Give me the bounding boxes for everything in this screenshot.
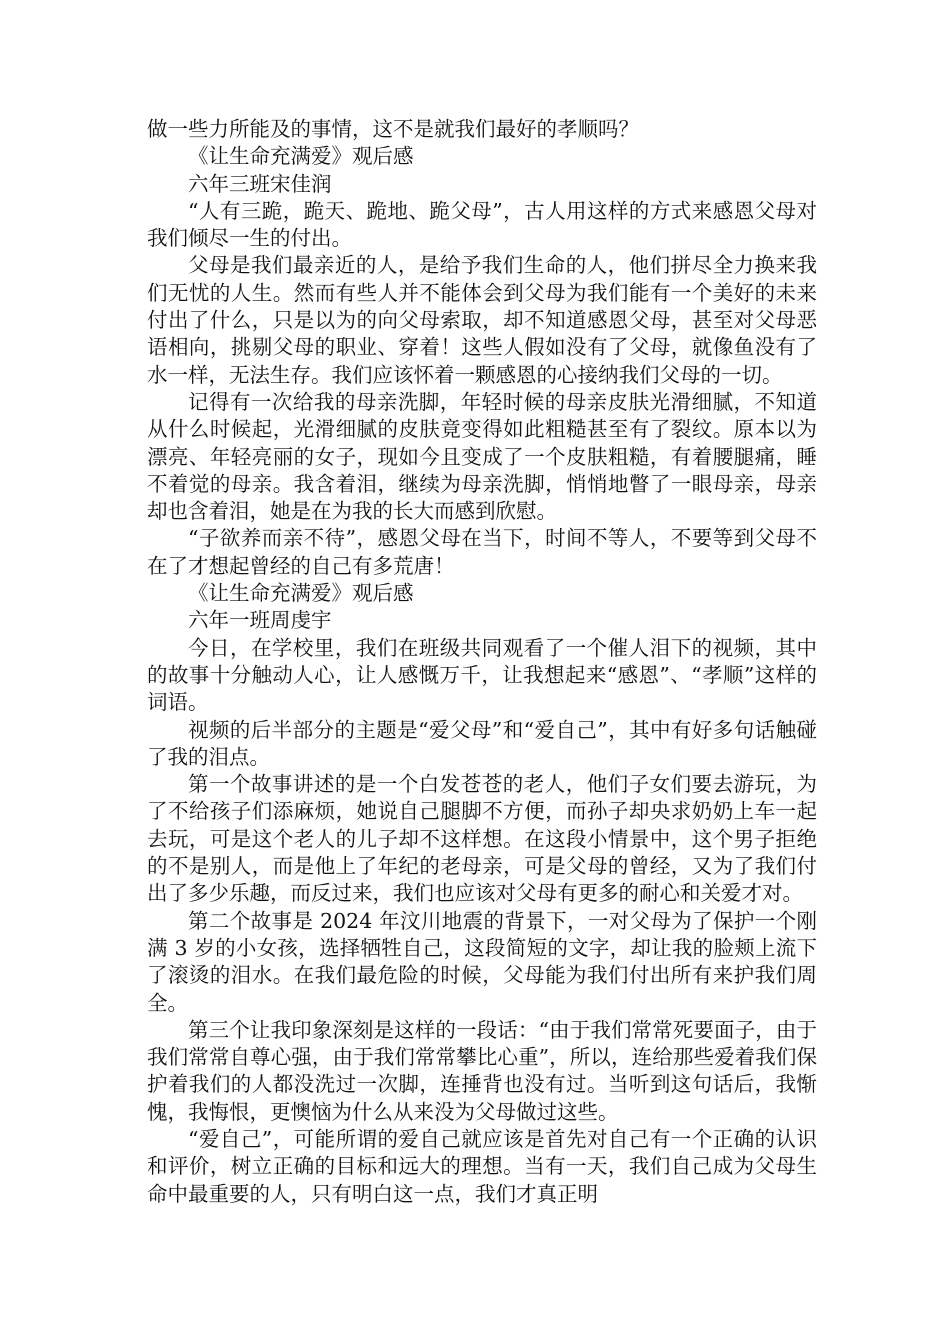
essay-author-1: 六年三班宋佳润 [188, 171, 332, 196]
document-body [147, 116, 817, 1208]
paragraph: 第一个故事讲述的是一个白发苍苍的老人，他们子女们要去游玩，为了不给孩子们添麻烦，她说自己腿脚不方便，而孙子却央求奶奶上车一起去玩，可是这个老人的儿子却不这样想。在这段小情景中，这个男子拒绝的不是别人，而是他上了年纪的老母亲，可是父母的曾经，又为了我们付出了多少乐趣，而反过来，我们也应该对父母有更多的耐心和关爱才对。 [147, 772, 817, 906]
paragraph: 今日，在学校里，我们在班级共同观看了一个催人泪下的视频，其中的故事十分触动人心，让人感慨万千，让我想起来“感恩”、“孝顺”这样的词语。 [147, 635, 817, 715]
paragraph: 记得有一次给我的母亲洗脚，年轻时候的母亲皮肤光滑细腻，不知道从什么时候起，光滑细腻的皮肤竟变得如此粗糙甚至有了裂纹。原本以为漂亮、年轻亮丽的女子，现如今且变成了一个皮肤粗糙，有着腰腿痛，睡不着觉的母亲。我含着泪，继续为母亲洗脚，悄悄地瞥了一眼母亲，母亲却也含着泪，她是在为我的长大而感到欣慰。 [147, 389, 817, 524]
paragraph: “子欲养而亲不待”，感恩父母在当下，时间不等人，不要等到父母不在了才想起曾经的自己有多荒唐！ [147, 526, 817, 578]
paragraph: 第三个让我印象深刻是这样的一段话：“由于我们常常死要面子，由于我们常常自尊心强，由于我们常常攀比心重”，所以，连给那些爱着我们保护着我们的人都没洗过一次脚，连捶背也没有过。当听到这句话后，我惭愧，我悔恨，更懊恼为什么从来没为父母做过这些。 [147, 1017, 817, 1124]
paragraph: 父母是我们最亲近的人，是给予我们生命的人，他们拼尽全力换来我们无忧的人生。然而有些人并不能体会到父母为我们能有一个美好的未来付出了什么，只是以为的向父母索取，却不知道感恩父母，甚至对父母恶语相向，挑剔父母的职业、穿着！这些人假如没有了父母，就像鱼没有了水一样，无法生存。我们应该怀着一颗感恩的心接纳我们父母的一切。 [147, 253, 817, 387]
paragraph: “爱自己”，可能所谓的爱自己就应该是首先对自己有一个正确的认识和评价，树立正确的目标和远大的理想。当有一天，我们自己成为父母生命中最重要的人，只有明白这一点，我们才真正明 [147, 1126, 817, 1206]
essay-title-2: 《让生命充满爱》观后感 [188, 581, 414, 606]
paragraph: “人有三跪，跪天、跪地、跪父母”，古人用这样的方式来感恩父母对我们倾尽一生的付出。 [147, 198, 817, 251]
paragraph-continuation: 做一些力所能及的事情，这不是就我们最好的孝顺吗？ [147, 117, 639, 141]
essay-author-2: 六年一班周虔宇 [188, 608, 332, 633]
essay-title-1: 《让生命充满爱》观后感 [188, 144, 414, 169]
paragraph: 视频的后半部分的主题是“爱父母”和“爱自己”，其中有好多句话触碰了我的泪点。 [147, 717, 817, 769]
paragraph: 第二个故事是 2024 年汶川地震的背景下，一对父母为了保护一个刚满 3 岁的小女孩，选择牺牲自己，这段简短的文字，却让我的脸颊上流下了滚烫的泪水。在我们最危险的时候，父母能为我们付出所有来护我们周全。 [147, 908, 817, 1015]
